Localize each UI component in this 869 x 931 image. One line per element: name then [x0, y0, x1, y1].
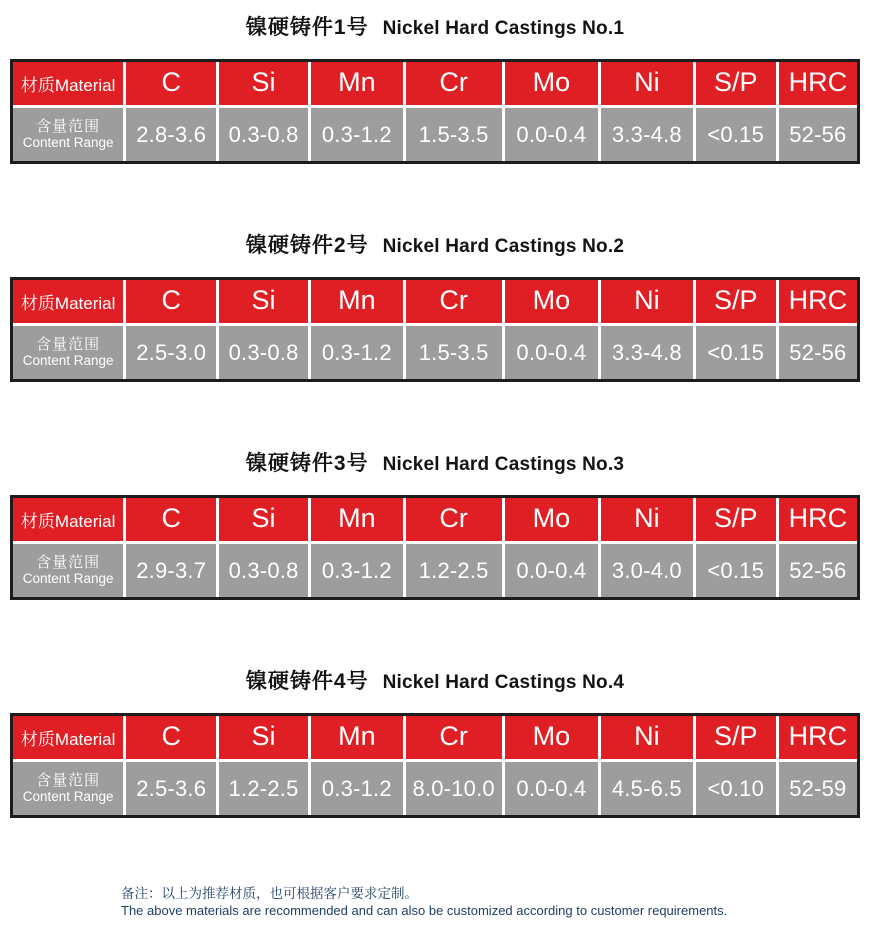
section-title-zh: 镍硬铸件2号 [245, 234, 369, 257]
column-header-sp: S/P [696, 498, 776, 541]
remarks-note-zh: 备注：以上为推荐材质，也可根据客户要求定制。 [121, 886, 418, 901]
content-range-label-cell [13, 762, 123, 815]
section-title-zh: 镍硬铸件1号 [245, 16, 369, 39]
value-c: 2.5-3.6 [126, 762, 216, 815]
value-hrc: 52-59 [779, 762, 857, 815]
section-title [10, 232, 860, 260]
column-header-ni: Ni [601, 280, 693, 323]
column-header-si: Si [219, 62, 308, 105]
section-title-en: Nickel Hard Castings No.4 [382, 672, 625, 693]
column-header-c: C [126, 280, 216, 323]
value-sp: <0.15 [696, 544, 776, 597]
column-header-mo: Mo [505, 716, 598, 759]
column-header-si: Si [219, 716, 308, 759]
section-title-zh: 镍硬铸件4号 [245, 670, 369, 693]
section-title [10, 450, 860, 478]
value-mo: 0.0-0.4 [505, 544, 598, 597]
section-title-en: Nickel Hard Castings No.2 [382, 236, 625, 257]
castings-section-3 [10, 450, 860, 600]
value-ni: 3.0-4.0 [601, 544, 693, 597]
column-header-mo: Mo [505, 62, 598, 105]
composition-table [10, 277, 860, 382]
section-title-en: Nickel Hard Castings No.1 [382, 18, 625, 39]
value-mn: 0.3-1.2 [311, 544, 403, 597]
column-header-cr: Cr [406, 498, 502, 541]
value-cr: 1.2-2.5 [406, 544, 502, 597]
column-header-cr: Cr [406, 280, 502, 323]
content-range-zh: 含量范围 [36, 771, 101, 789]
content-range-en: Content Range [22, 571, 114, 587]
column-header-mn: Mn [311, 280, 403, 323]
value-mo: 0.0-0.4 [505, 762, 598, 815]
column-header-sp: S/P [696, 716, 776, 759]
column-header-hrc: HRC [779, 498, 857, 541]
material-header-cell: 材质Material [13, 280, 123, 323]
column-header-c: C [126, 62, 216, 105]
material-header-cell: 材质Material [13, 498, 123, 541]
column-header-mn: Mn [311, 716, 403, 759]
castings-section-2 [10, 232, 860, 382]
column-header-c: C [126, 498, 216, 541]
value-c: 2.8-3.6 [126, 108, 216, 161]
composition-table [10, 713, 860, 818]
value-si: 0.3-0.8 [219, 108, 308, 161]
column-header-mn: Mn [311, 62, 403, 105]
content-range-zh: 含量范围 [36, 553, 101, 571]
value-cr: 1.5-3.5 [406, 108, 502, 161]
value-hrc: 52-56 [779, 108, 857, 161]
section-title [10, 14, 860, 42]
content-range-en: Content Range [22, 789, 114, 805]
section-title [10, 668, 860, 696]
value-hrc: 52-56 [779, 544, 857, 597]
column-header-si: Si [219, 280, 308, 323]
remarks-note-en: The above materials are recommended and can also be customized according to customer requirements. [121, 902, 728, 918]
content-range-label-cell [13, 326, 123, 379]
remarks-note [121, 886, 860, 919]
castings-section-1 [10, 14, 860, 164]
value-ni: 4.5-6.5 [601, 762, 693, 815]
value-mn: 0.3-1.2 [311, 326, 403, 379]
content-range-zh: 含量范围 [36, 335, 101, 353]
value-mn: 0.3-1.2 [311, 762, 403, 815]
material-header-cell: 材质Material [13, 716, 123, 759]
value-ni: 3.3-4.8 [601, 326, 693, 379]
content-range-zh: 含量范围 [36, 117, 101, 135]
composition-table [10, 59, 860, 164]
column-header-ni: Ni [601, 498, 693, 541]
value-sp: <0.15 [696, 108, 776, 161]
value-cr: 8.0-10.0 [406, 762, 502, 815]
section-title-zh: 镍硬铸件3号 [245, 452, 369, 475]
value-c: 2.9-3.7 [126, 544, 216, 597]
column-header-hrc: HRC [779, 62, 857, 105]
column-header-sp: S/P [696, 62, 776, 105]
content-range-label-cell [13, 108, 123, 161]
content-range-en: Content Range [22, 135, 114, 151]
column-header-ni: Ni [601, 716, 693, 759]
column-header-sp: S/P [696, 280, 776, 323]
column-header-cr: Cr [406, 62, 502, 105]
column-header-cr: Cr [406, 716, 502, 759]
content-range-en: Content Range [22, 353, 114, 369]
column-header-hrc: HRC [779, 716, 857, 759]
column-header-c: C [126, 716, 216, 759]
value-hrc: 52-56 [779, 326, 857, 379]
column-header-si: Si [219, 498, 308, 541]
value-si: 1.2-2.5 [219, 762, 308, 815]
value-c: 2.5-3.0 [126, 326, 216, 379]
value-cr: 1.5-3.5 [406, 326, 502, 379]
value-ni: 3.3-4.8 [601, 108, 693, 161]
column-header-mo: Mo [505, 280, 598, 323]
value-mo: 0.0-0.4 [505, 108, 598, 161]
content-range-label-cell [13, 544, 123, 597]
composition-table [10, 495, 860, 600]
value-sp: <0.10 [696, 762, 776, 815]
value-sp: <0.15 [696, 326, 776, 379]
column-header-mo: Mo [505, 498, 598, 541]
section-title-en: Nickel Hard Castings No.3 [382, 454, 625, 475]
value-mo: 0.0-0.4 [505, 326, 598, 379]
castings-section-4 [10, 668, 860, 818]
value-si: 0.3-0.8 [219, 544, 308, 597]
value-si: 0.3-0.8 [219, 326, 308, 379]
column-header-ni: Ni [601, 62, 693, 105]
column-header-mn: Mn [311, 498, 403, 541]
column-header-hrc: HRC [779, 280, 857, 323]
material-header-cell: 材质Material [13, 62, 123, 105]
value-mn: 0.3-1.2 [311, 108, 403, 161]
